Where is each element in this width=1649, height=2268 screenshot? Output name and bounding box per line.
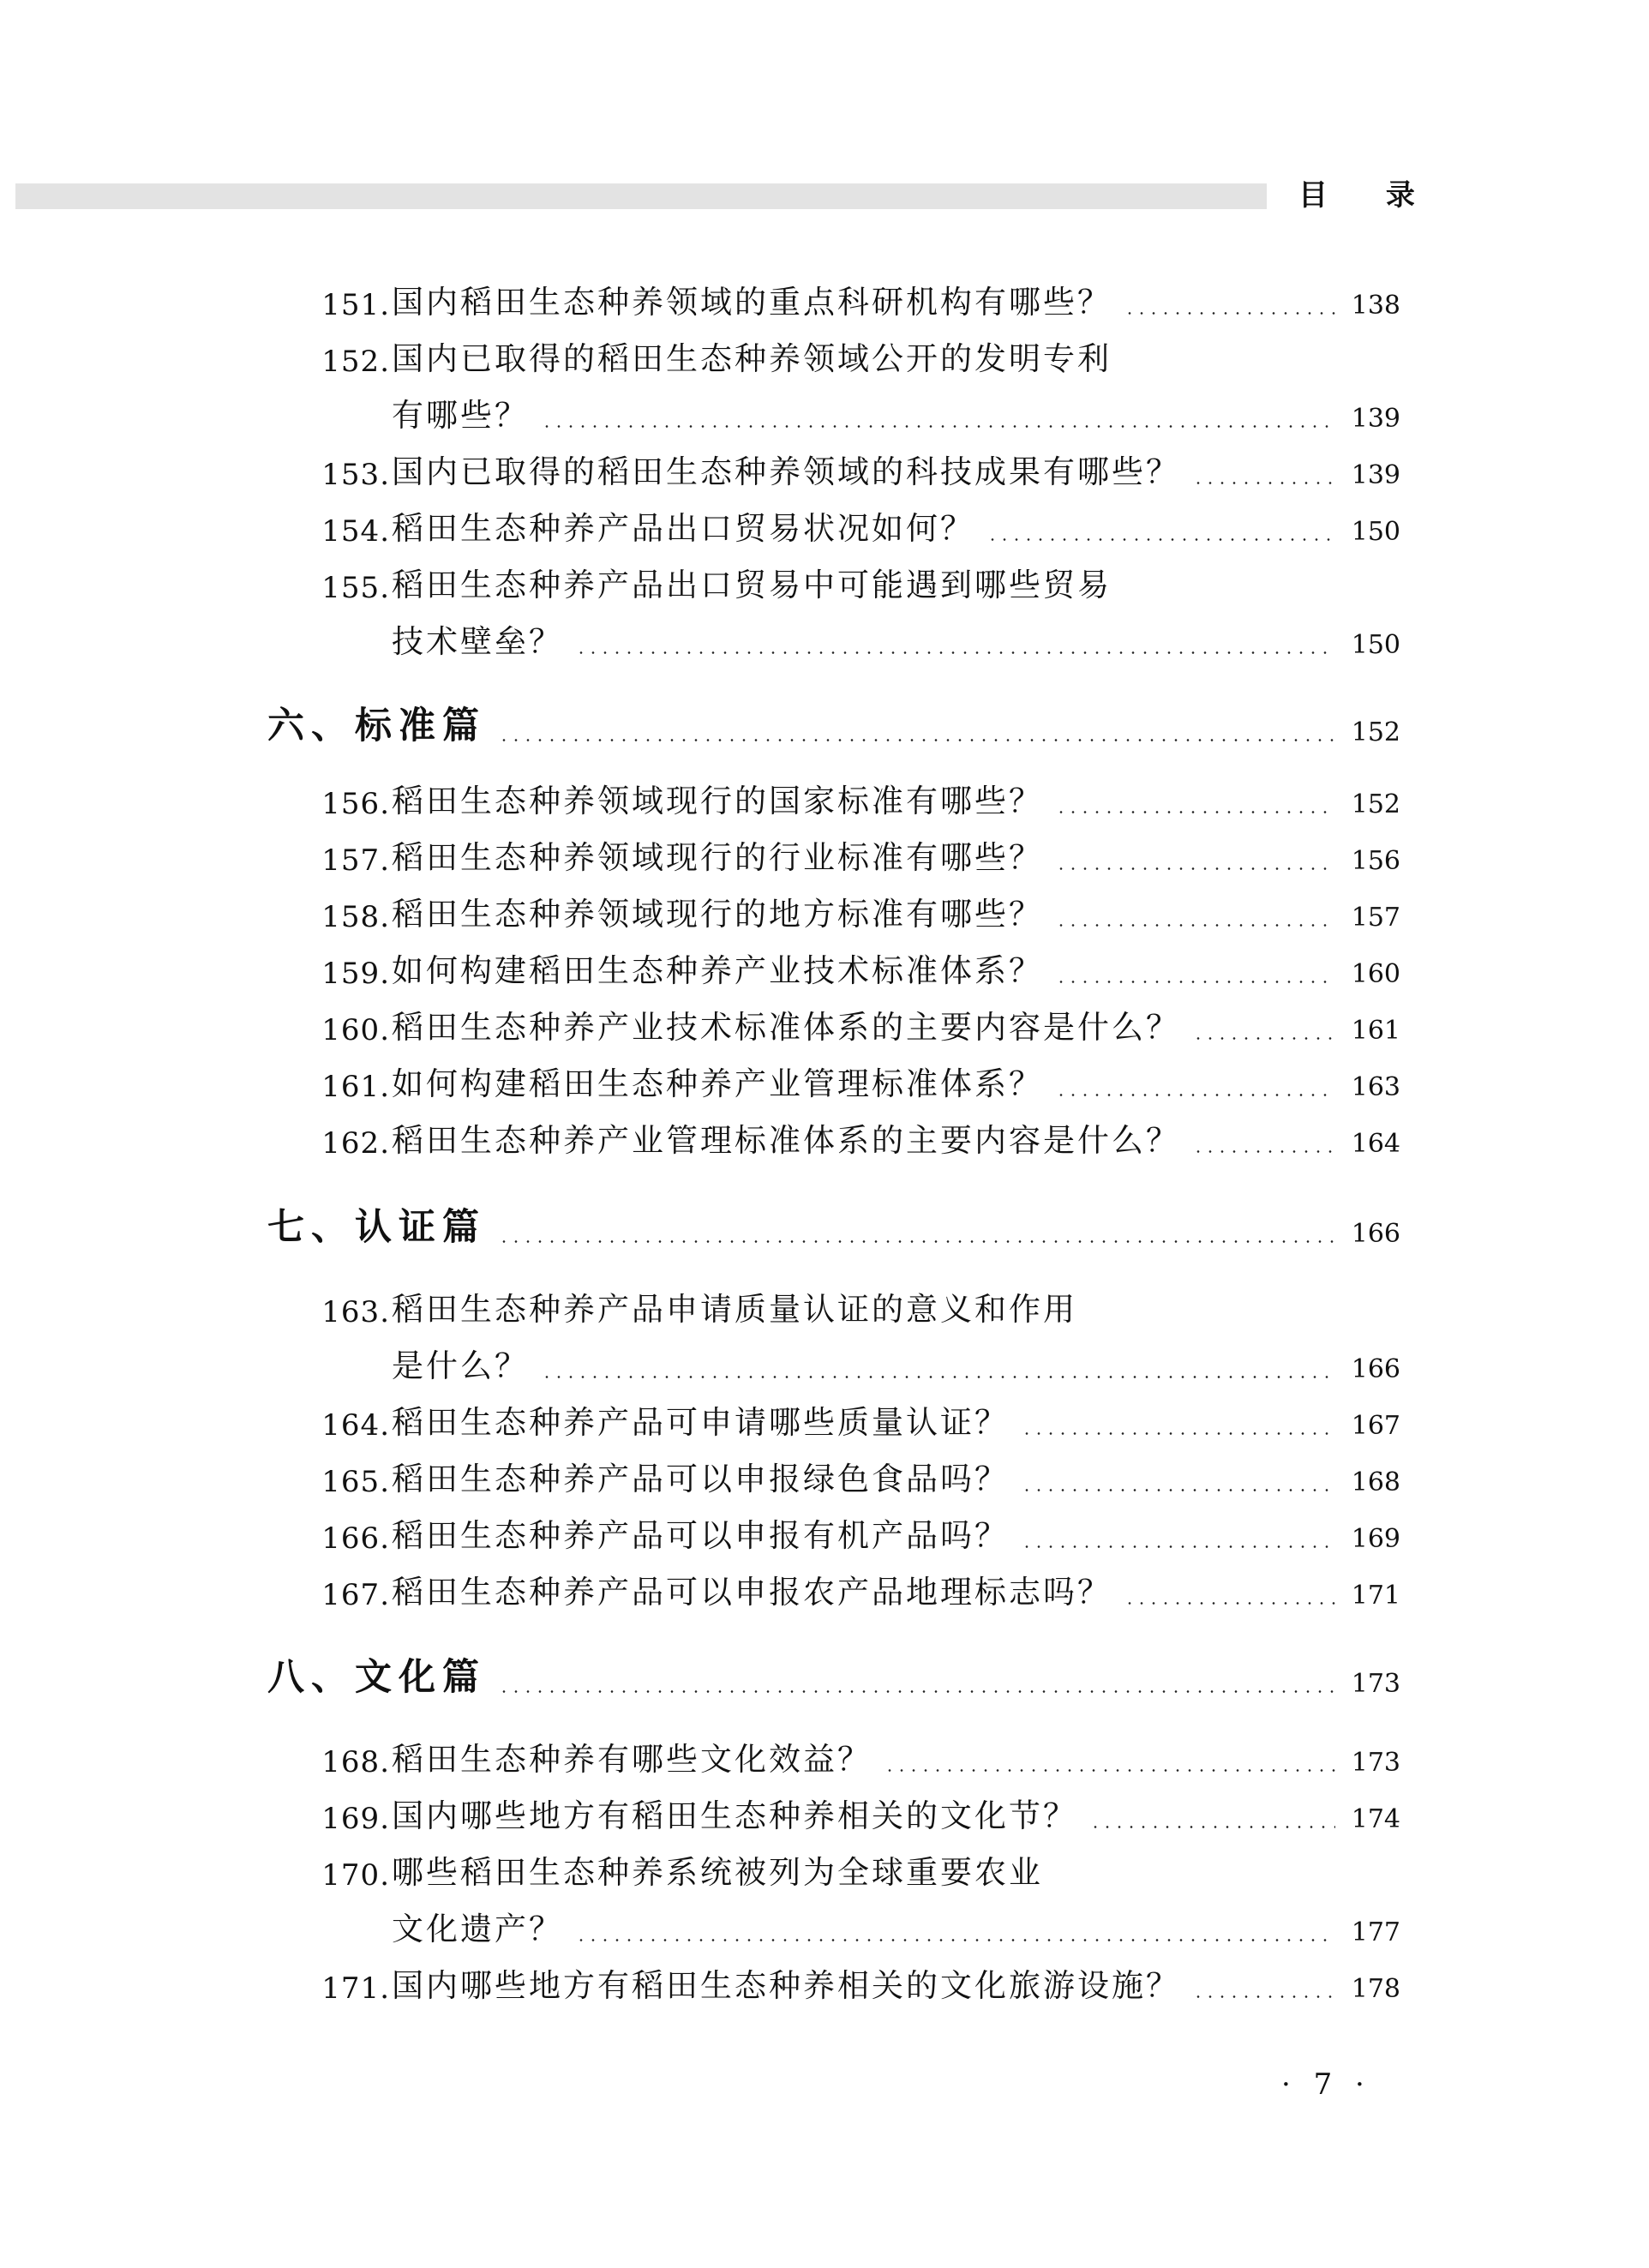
- entry-title: 稻田生态种养产品出口贸易状况如何？: [392, 510, 974, 547]
- dot-leader: [1055, 924, 1335, 927]
- entry-number: 164.: [321, 1408, 390, 1443]
- dot-leader: [1055, 1094, 1335, 1096]
- toc-entry-159[interactable]: [257, 951, 1400, 991]
- entry-number: 168.: [321, 1745, 390, 1779]
- entry-page: 150: [1351, 517, 1400, 547]
- entry-title: 稻田生态种养产品出口贸易中可能遇到哪些贸易: [392, 567, 1112, 603]
- entry-page: 138: [1351, 291, 1400, 321]
- entry-page: 139: [1351, 404, 1400, 434]
- toc-section-standards[interactable]: [266, 701, 1400, 749]
- toc-entry-171[interactable]: [257, 1966, 1400, 2006]
- header-rule: [15, 183, 1267, 209]
- entry-page: 173: [1351, 1748, 1400, 1778]
- toc-entry-168[interactable]: [257, 1740, 1400, 1779]
- entry-title: 国内哪些地方有稻田生态种养相关的文化节？: [392, 1797, 1077, 1834]
- entry-number: 157.: [321, 843, 390, 878]
- entry-number: 169.: [321, 1802, 390, 1836]
- toc-entry-153[interactable]: [257, 453, 1400, 492]
- toc-entry-158[interactable]: [257, 895, 1400, 934]
- entry-title: 稻田生态种养产业管理标准体系的主要内容是什么？: [392, 1122, 1180, 1159]
- entry-title: 稻田生态种养产品申请质量认证的意义和作用: [392, 1291, 1077, 1328]
- toc-entry-157[interactable]: [257, 838, 1400, 878]
- toc-entry-170[interactable]: [257, 1853, 1400, 1893]
- toc-entry-165[interactable]: [257, 1460, 1400, 1499]
- entry-page: 156: [1351, 846, 1400, 876]
- entry-page: 163: [1351, 1072, 1400, 1102]
- entry-title-continued: 技术壁垒？: [392, 623, 563, 660]
- entry-number: 165.: [321, 1465, 390, 1499]
- entry-title: 如何构建稻田生态种养产业技术标准体系？: [392, 952, 1043, 989]
- entry-page: 157: [1351, 903, 1400, 933]
- toc-entry-163-continued[interactable]: [257, 1347, 1400, 1386]
- entry-number: 152.: [321, 345, 390, 379]
- dot-leader: [575, 651, 1335, 654]
- toc-entry-160[interactable]: [257, 1008, 1400, 1047]
- toc-section-certification[interactable]: [266, 1203, 1400, 1251]
- section-title: 六、标准篇: [267, 705, 486, 747]
- toc-entry-167[interactable]: [257, 1573, 1400, 1612]
- entry-number: 171.: [321, 1971, 390, 2006]
- dot-leader: [1055, 867, 1335, 870]
- toc-entry-152-continued[interactable]: [257, 396, 1400, 435]
- entry-title: 稻田生态种养产业技术标准体系的主要内容是什么？: [392, 1009, 1180, 1046]
- entry-number: 162.: [321, 1126, 390, 1161]
- entry-title: 稻田生态种养产品可申请哪些质量认证？: [392, 1404, 1009, 1441]
- entry-page: 139: [1351, 460, 1400, 490]
- dot-leader: [1192, 1037, 1335, 1040]
- toc-entry-163[interactable]: [257, 1290, 1400, 1329]
- entry-number: 160.: [321, 1013, 390, 1047]
- entry-title: 国内稻田生态种养领域的重点科研机构有哪些？: [392, 284, 1112, 321]
- dot-leader: [1055, 981, 1335, 983]
- entry-page: 168: [1351, 1467, 1400, 1497]
- toc-entry-162[interactable]: [257, 1121, 1400, 1161]
- toc-entry-151[interactable]: [257, 283, 1400, 322]
- entry-page: 174: [1351, 1804, 1400, 1834]
- toc-entry-166[interactable]: [257, 1516, 1400, 1556]
- toc-entry-152[interactable]: [257, 339, 1400, 379]
- dot-leader: [884, 1769, 1335, 1772]
- entry-number: 156.: [321, 787, 390, 821]
- entry-page: 166: [1351, 1354, 1400, 1384]
- dot-leader: [1089, 1826, 1335, 1828]
- running-header-title: 目 录: [1298, 178, 1439, 213]
- section-page: 173: [1351, 1669, 1400, 1699]
- entry-page: 160: [1351, 959, 1400, 989]
- entry-page: 161: [1351, 1016, 1400, 1046]
- entry-title: 稻田生态种养领域现行的地方标准有哪些？: [392, 896, 1043, 933]
- entry-number: 167.: [321, 1578, 390, 1612]
- section-page: 152: [1351, 717, 1400, 747]
- toc-entry-169[interactable]: [257, 1797, 1400, 1836]
- entry-title: 稻田生态种养产品可以申报绿色食品吗？: [392, 1461, 1009, 1497]
- dot-leader: [1192, 482, 1335, 484]
- entry-number: 166.: [321, 1521, 390, 1556]
- entry-number: 155.: [321, 571, 390, 605]
- entry-title: 国内已取得的稻田生态种养领域公开的发明专利: [392, 340, 1112, 377]
- toc-entry-161[interactable]: [257, 1065, 1400, 1104]
- entry-title-continued: 有哪些？: [392, 397, 529, 434]
- entry-title: 哪些稻田生态种养系统被列为全球重要农业: [392, 1854, 1043, 1891]
- dot-leader: [575, 1939, 1335, 1941]
- dot-leader: [498, 1690, 1335, 1693]
- dot-leader: [1192, 1995, 1335, 1998]
- dot-leader: [1021, 1432, 1335, 1435]
- dot-leader: [1192, 1150, 1335, 1153]
- entry-number: 170.: [321, 1858, 390, 1893]
- entry-page: 177: [1351, 1917, 1400, 1947]
- entry-title-continued: 文化遗产？: [392, 1911, 563, 1947]
- toc-entry-155[interactable]: [257, 566, 1400, 605]
- entry-title: 稻田生态种养领域现行的国家标准有哪些？: [392, 783, 1043, 819]
- section-title: 七、认证篇: [267, 1206, 486, 1249]
- entry-page: 150: [1351, 630, 1400, 660]
- entry-page: 178: [1351, 1974, 1400, 2004]
- entry-page: 152: [1351, 789, 1400, 819]
- toc-entry-170-continued[interactable]: [257, 1910, 1400, 1949]
- entry-title-continued: 是什么？: [392, 1347, 529, 1384]
- entry-title: 如何构建稻田生态种养产业管理标准体系？: [392, 1065, 1043, 1102]
- dot-leader: [541, 425, 1335, 428]
- entry-page: 164: [1351, 1129, 1400, 1159]
- dot-leader: [541, 1376, 1335, 1378]
- entry-page: 169: [1351, 1524, 1400, 1554]
- footer-page-number: · 7 ·: [1281, 2067, 1371, 2102]
- section-page: 166: [1351, 1219, 1400, 1249]
- dot-leader: [1124, 312, 1335, 315]
- entry-title: 国内已取得的稻田生态种养领域的科技成果有哪些？: [392, 453, 1180, 490]
- entry-number: 153.: [321, 458, 390, 492]
- entry-number: 163.: [321, 1295, 390, 1329]
- toc-entry-156[interactable]: [257, 782, 1400, 821]
- dot-leader: [1124, 1602, 1335, 1605]
- toc-entry-154[interactable]: [257, 509, 1400, 549]
- entry-number: 151.: [321, 288, 390, 322]
- toc-section-culture[interactable]: [266, 1653, 1400, 1701]
- entry-number: 161.: [321, 1070, 390, 1104]
- dot-leader: [1021, 1545, 1335, 1548]
- entry-title: 稻田生态种养产品可以申报农产品地理标志吗？: [392, 1574, 1112, 1611]
- entry-page: 171: [1351, 1581, 1400, 1611]
- entry-title: 稻田生态种养产品可以申报有机产品吗？: [392, 1517, 1009, 1554]
- dot-leader: [1021, 1489, 1335, 1491]
- entry-page: 167: [1351, 1411, 1400, 1441]
- entry-title: 国内哪些地方有稻田生态种养相关的文化旅游设施？: [392, 1967, 1180, 2004]
- dot-leader: [498, 739, 1335, 741]
- entry-number: 159.: [321, 957, 390, 991]
- entry-title: 稻田生态种养领域现行的行业标准有哪些？: [392, 839, 1043, 876]
- entry-title: 稻田生态种养有哪些文化效益？: [392, 1741, 872, 1778]
- toc-entry-164[interactable]: [257, 1403, 1400, 1443]
- dot-leader: [498, 1240, 1335, 1243]
- toc-entry-155-continued[interactable]: [257, 622, 1400, 662]
- dot-leader: [986, 538, 1335, 541]
- entry-number: 154.: [321, 514, 390, 549]
- entry-number: 158.: [321, 900, 390, 934]
- section-title: 八、文化篇: [267, 1656, 486, 1699]
- dot-leader: [1055, 811, 1335, 813]
